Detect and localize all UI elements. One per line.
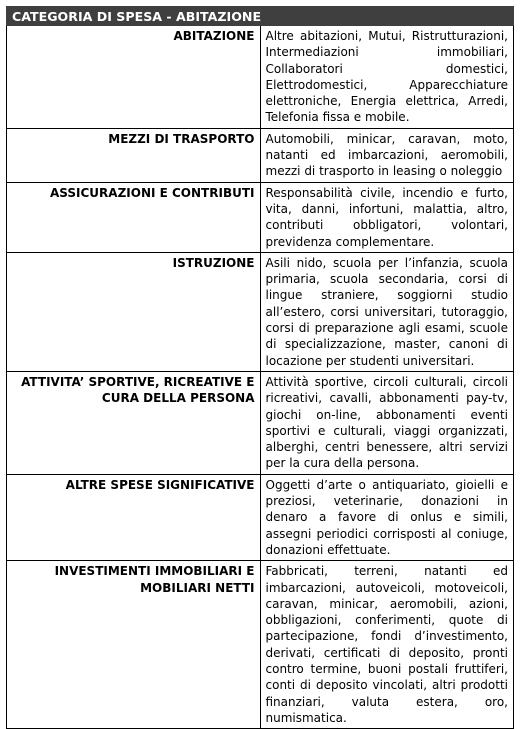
- category-cell-mezzi-di-trasporto: MEZZI DI TRASPORTO: [7, 128, 261, 182]
- table-header-row: [7, 7, 514, 26]
- category-cell-abitazione: ABITAZIONE: [7, 26, 261, 129]
- table-row: [7, 371, 514, 474]
- description-cell-assicurazioni: Responsabilità civile, incendio e furto, vita, danni, infortuni, malattia, altro, contributi obbligatori, volontari, previdenza complementare.: [260, 182, 514, 252]
- category-cell-attivita-sportive: ATTIVITA’ SPORTIVE, RICREATIVE E CURA DELLA PERSONA: [7, 371, 261, 474]
- description-cell-mezzi-di-trasporto: Automobili, minicar, caravan, moto, natanti ed imbarcazioni, aeromobili, mezzi di trasporto in leasing o noleggio: [260, 128, 514, 182]
- description-cell-altre-spese: Oggetti d’arte o antiquariato, gioielli e preziosi, veterinarie, donazioni in denaro a favore di onlus e simili, assegni periodici corrisposti al coniuge, donazioni effettuate.: [260, 474, 514, 560]
- description-cell-investimenti: Fabbricati, terreni, natanti ed imbarcazioni, autoveicoli, motoveicoli, caravan, minicar, aeromobili, azioni, obbligazioni, conferimenti, quote di partecipazione, fondi d’investimento, derivati, certificati di deposito, pronti contro termine, buoni postali fruttiferi, conti di deposito vincolati, altri prodotti finanziari, valuta estera, oro, numismatica.: [260, 561, 514, 729]
- table-row: [7, 128, 514, 182]
- description-cell-istruzione: Asili nido, scuola per l’infanzia, scuola primaria, scuola secondaria, corsi di lingue straniere, soggiorni studio all’estero, corsi universitari, tutoraggio, corsi di preparazione agli esami, scuole di specializzazione, master, canoni di locazione per studenti universitari.: [260, 252, 514, 371]
- table-row: [7, 26, 514, 129]
- table-row: [7, 561, 514, 729]
- table-row: [7, 474, 514, 560]
- category-cell-assicurazioni: ASSICURAZIONI E CONTRIBUTI: [7, 182, 261, 252]
- category-cell-altre-spese: ALTRE SPESE SIGNIFICATIVE: [7, 474, 261, 560]
- table-header-title: CATEGORIA DI SPESA - ABITAZIONE: [7, 7, 514, 26]
- category-cell-investimenti: INVESTIMENTI IMMOBILIARI E MOBILIARI NETTI: [7, 561, 261, 729]
- table-row: [7, 182, 514, 252]
- category-cell-istruzione: ISTRUZIONE: [7, 252, 261, 371]
- description-cell-abitazione: Altre abitazioni, Mutui, Ristrutturazioni, Intermediazioni immobiliari, Collaboratori domestici, Elettrodomestici, Apparecchiature elettroniche, Energia elettrica, Arredi, Telefonia fissa e mobile.: [260, 26, 514, 129]
- table-row: [7, 252, 514, 371]
- expense-category-table-wrapper: [6, 6, 514, 729]
- expense-category-table: [6, 6, 514, 729]
- description-cell-attivita-sportive: Attività sportive, circoli culturali, circoli ricreativi, cavalli, abbonamenti pay-tv, giochi on-line, abbonamenti eventi sportivi e culturali, viaggi organizzati, alberghi, centri benessere, altri servizi per la cura della persona.: [260, 371, 514, 474]
